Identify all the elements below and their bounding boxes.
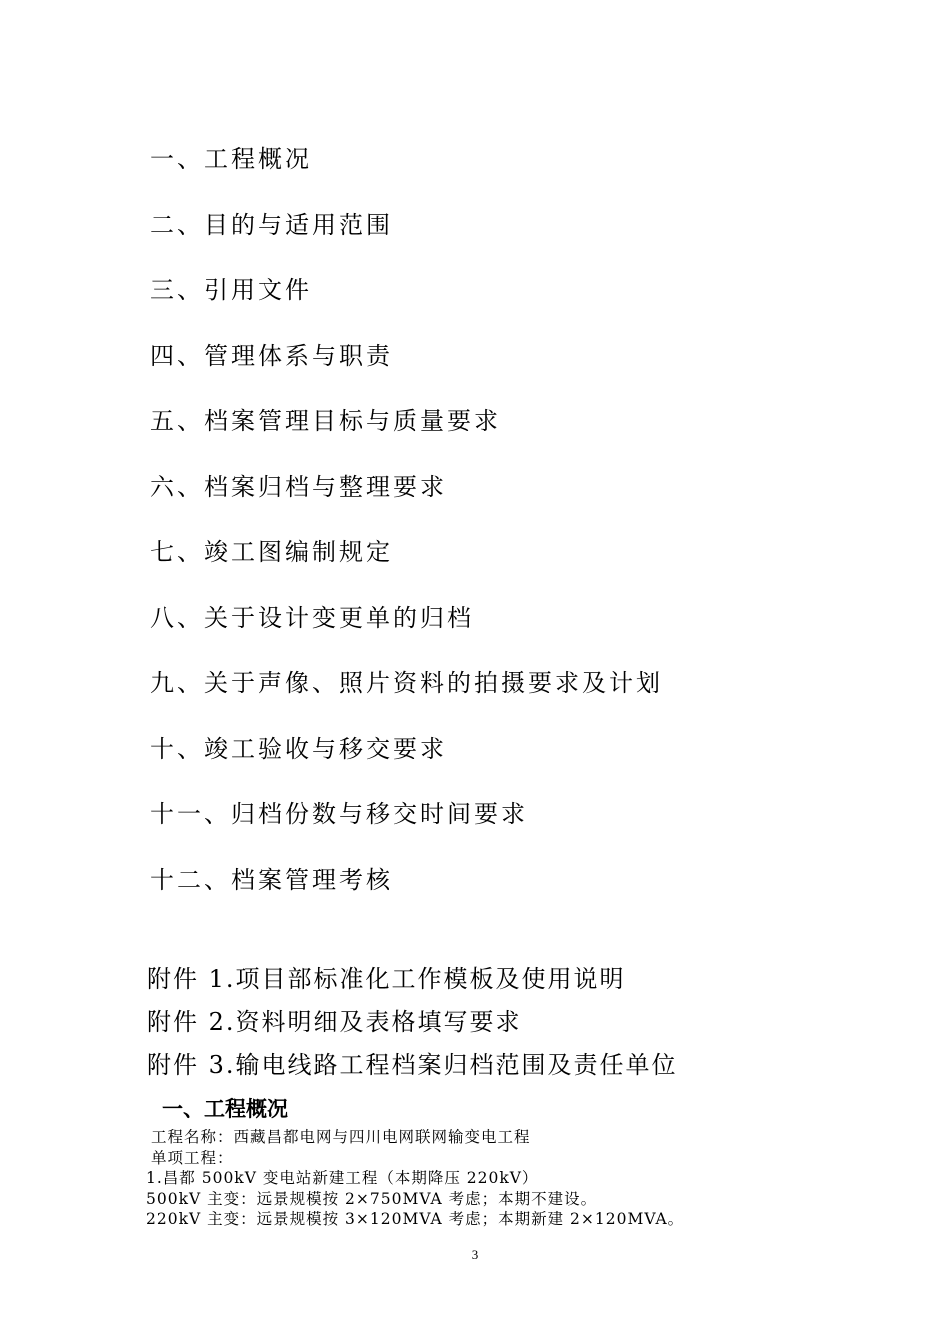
toc-item: 九、关于声像、照片资料的拍摄要求及计划 (150, 669, 663, 697)
body-line: 单项工程： (151, 1148, 234, 1167)
body-line: 220kV 主变：远景规模按 3×120MVA 考虑；本期新建 2×120MVA。 (146, 1210, 685, 1228)
attachment-item: 附件 2.资料明细及表格填写要求 (147, 1008, 522, 1036)
attachment-item: 附件 1.项目部标准化工作模板及使用说明 (147, 965, 626, 993)
toc-item: 八、关于设计变更单的归档 (150, 603, 474, 632)
toc-item: 十二、档案管理考核 (150, 865, 393, 894)
attachment-list (147, 958, 678, 1087)
attachment-item: 附件 3.输电线路工程档案归档范围及责任单位 (147, 1051, 678, 1079)
toc-item: 四、管理体系与职责 (150, 341, 393, 370)
toc-item: 七、竣工图编制规定 (150, 538, 393, 566)
body-line: 工程名称：西藏昌都电网与四川电网联网输变电工程 (151, 1128, 531, 1146)
page-number: 3 (471, 1247, 479, 1262)
toc-item: 十、竣工验收与移交要求 (150, 734, 447, 763)
body-line: 500kV 主变：远景规模按 2×750MVA 考虑；本期不建设。 (146, 1189, 598, 1208)
toc-item: 五、档案管理目标与质量要求 (150, 407, 501, 435)
body-line: 1.昌都 500kV 变电站新建工程（本期降压 220kV） (146, 1169, 539, 1187)
toc-item: 三、引用文件 (150, 276, 312, 304)
table-of-contents (150, 137, 663, 923)
toc-item: 二、目的与适用范围 (150, 210, 393, 239)
section-body (146, 1127, 684, 1230)
toc-item: 十一、归档份数与移交时间要求 (150, 800, 528, 828)
section-heading: 一、工程概况 (162, 1097, 288, 1121)
toc-item: 一、工程概况 (150, 145, 312, 173)
toc-item: 六、档案归档与整理要求 (150, 472, 447, 501)
